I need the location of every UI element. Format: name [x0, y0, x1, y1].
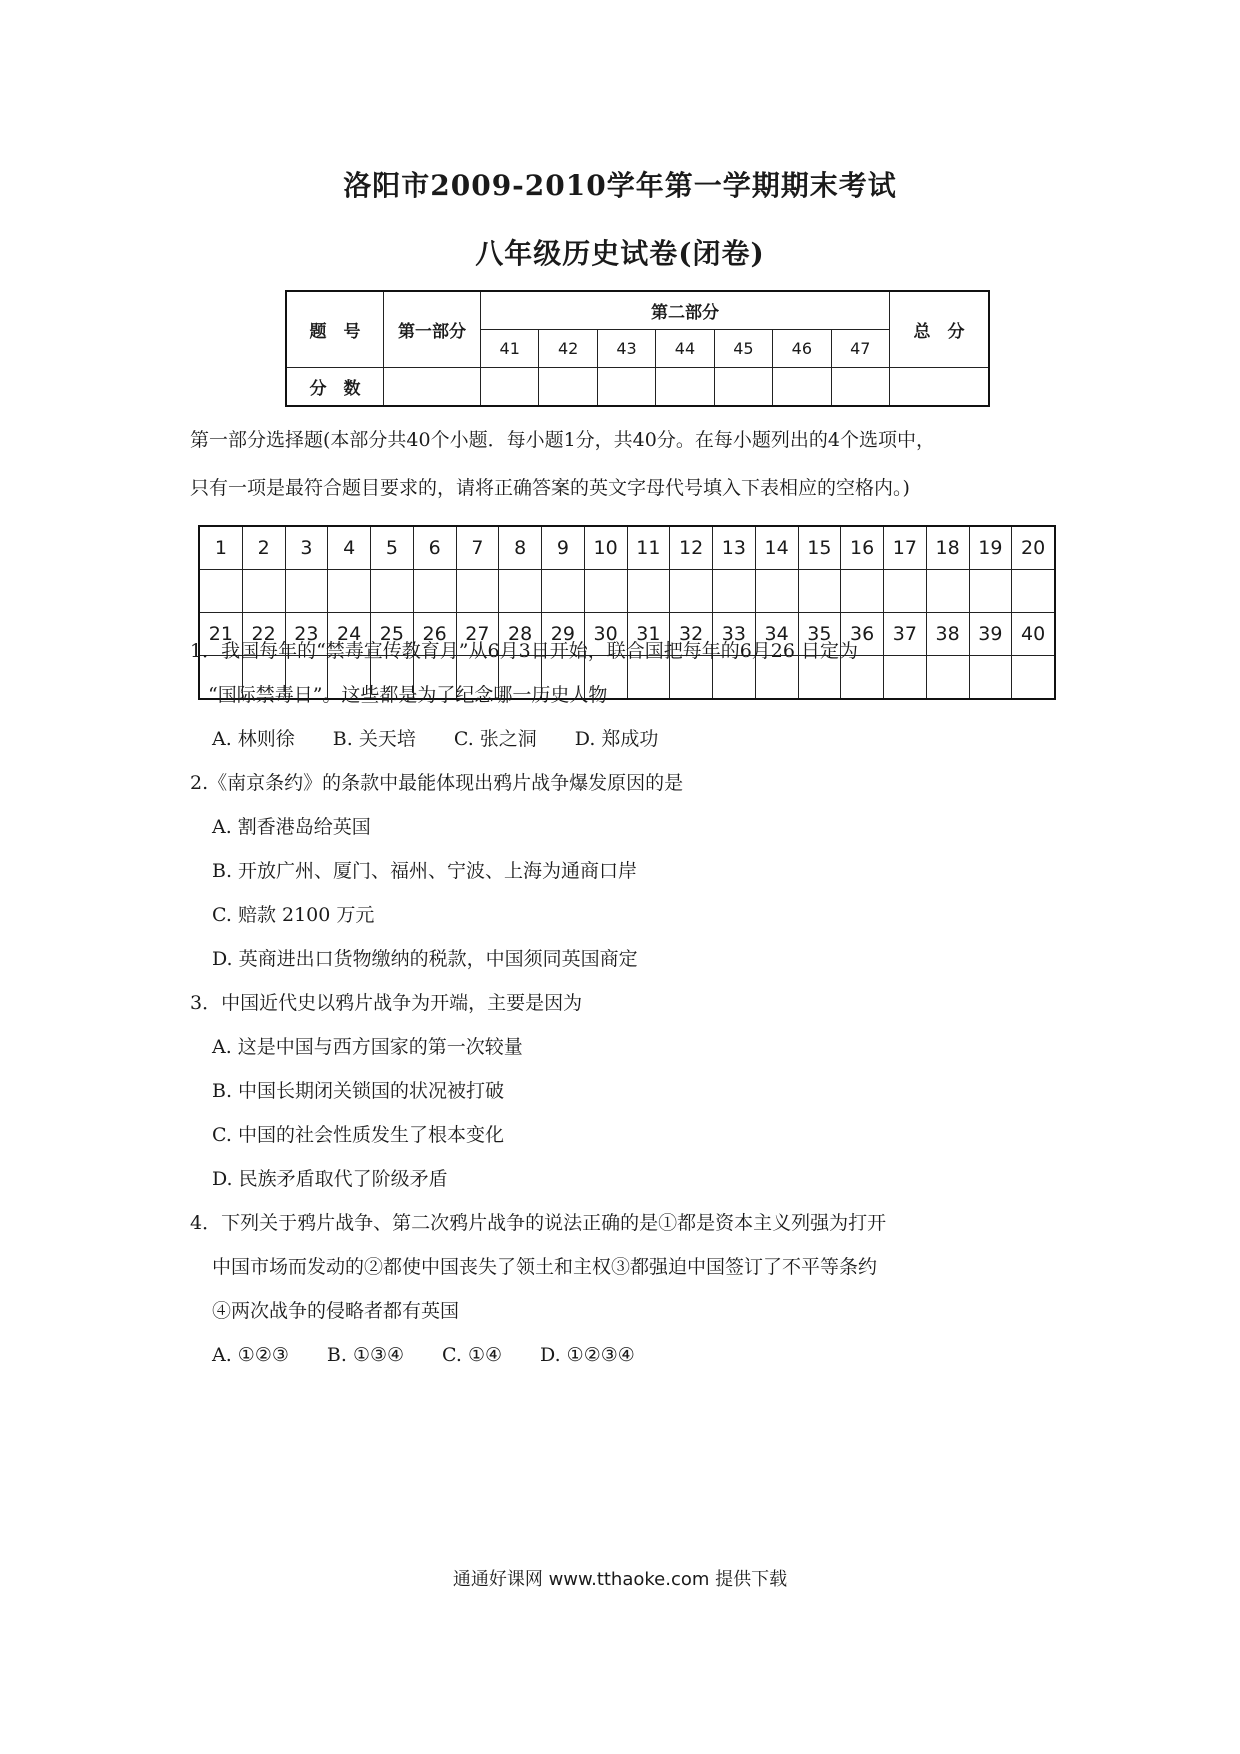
label-tihao: 题 号: [286, 291, 384, 368]
question-1-stem-line2: “国际禁毒日”。这些都是为了纪念哪一历史人物: [208, 684, 608, 706]
answer-number-cell: 35: [798, 613, 841, 656]
answer-blank-cell[interactable]: [1012, 570, 1055, 613]
answer-number-cell: 13: [713, 526, 756, 570]
question-number-cell: 41: [481, 330, 539, 368]
answer-blank-cell[interactable]: [670, 570, 713, 613]
answer-blank-cell[interactable]: [456, 570, 499, 613]
answer-number-cell: 22: [242, 613, 285, 656]
question-number-cell: 44: [656, 330, 714, 368]
score-cell[interactable]: [597, 368, 655, 407]
exam-title: 洛阳市2009-2010学年第一学期期末考试: [343, 169, 897, 202]
answer-number-cell: 18: [926, 526, 969, 570]
answer-blank-cell[interactable]: [884, 656, 927, 700]
answer-blank-cell[interactable]: [926, 570, 969, 613]
score-cell[interactable]: [656, 368, 714, 407]
answer-number-cell: 34: [755, 613, 798, 656]
answer-number-cell: 4: [328, 526, 371, 570]
answer-number-cell: 32: [670, 613, 713, 656]
answer-number-cell: 7: [456, 526, 499, 570]
score-table: [285, 290, 990, 407]
question-4-stem-line2: 中国市场而发动的②都使中国丧失了领土和主权③都强迫中国签订了不平等条约: [212, 1256, 878, 1278]
question-1-options: A. 林则徐 B. 关天培 C. 张之洞 D. 郑成功: [212, 728, 659, 750]
answer-number-cell: 1: [199, 526, 242, 570]
answer-blank-cell[interactable]: [755, 570, 798, 613]
question-number-cell: 42: [539, 330, 597, 368]
question-2-stem: 2.《南京条约》的条款中最能体现出鸦片战争爆发原因的是: [190, 772, 684, 794]
answer-number-cell: 20: [1012, 526, 1055, 570]
score-cell[interactable]: [714, 368, 772, 407]
question-3-option-a: A. 这是中国与西方国家的第一次较量: [212, 1036, 523, 1058]
answer-blank-cell[interactable]: [584, 570, 627, 613]
answer-number-cell: 15: [798, 526, 841, 570]
answer-number-cell: 6: [413, 526, 456, 570]
question-4-options: A. ①②③ B. ①③④ C. ①④ D. ①②③④: [212, 1344, 635, 1366]
answer-number-cell: 5: [371, 526, 414, 570]
question-2-option-a: A. 割香港岛给英国: [212, 816, 371, 838]
answer-blank-cell[interactable]: [499, 570, 542, 613]
answer-number-cell: 14: [755, 526, 798, 570]
answer-number-cell: 37: [884, 613, 927, 656]
section1-intro-line2: 只有一项是最符合题目要求的，请将正确答案的英文字母代号填入下表相应的空格内。): [190, 477, 910, 499]
answer-blank-cell[interactable]: [371, 570, 414, 613]
answer-number-cell: 39: [969, 613, 1012, 656]
answer-number-cell: 16: [841, 526, 884, 570]
answer-number-cell: 17: [884, 526, 927, 570]
label-total: 总 分: [890, 291, 990, 368]
question-4-stem-line1: 4．下列关于鸦片战争、第二次鸦片战争的说法正确的是①都是资本主义列强为打开: [190, 1212, 887, 1234]
question-2-option-b: B. 开放广州、厦门、福州、宁波、上海为通商口岸: [212, 860, 638, 882]
question-number-cell: 45: [714, 330, 772, 368]
question-3-stem: 3．中国近代史以鸦片战争为开端，主要是因为: [190, 992, 583, 1014]
score-cell-part1[interactable]: [384, 368, 481, 407]
question-number-cell: 43: [597, 330, 655, 368]
answer-number-cell: 24: [328, 613, 371, 656]
answer-blank-cell[interactable]: [969, 656, 1012, 700]
question-2-option-c: C. 赔款 2100 万元: [212, 904, 375, 926]
answer-number-cell: 33: [713, 613, 756, 656]
answer-blank-cell[interactable]: [242, 570, 285, 613]
score-cell[interactable]: [773, 368, 831, 407]
question-2-option-d: D. 英商进出口货物缴纳的税款，中国须同英国商定: [212, 948, 638, 970]
section1-intro-line1: 第一部分选择题(本部分共40个小题．每小题1分，共40分。在每小题列出的4个选项中，: [190, 429, 935, 451]
answer-number-cell: 19: [969, 526, 1012, 570]
answer-blank-cell[interactable]: [328, 570, 371, 613]
answer-blank-cell[interactable]: [798, 570, 841, 613]
answer-blank-cell[interactable]: [542, 570, 585, 613]
question-3-option-c: C. 中国的社会性质发生了根本变化: [212, 1124, 504, 1146]
answer-blank-cell[interactable]: [926, 656, 969, 700]
label-part2: 第二部分: [481, 291, 890, 330]
label-part1: 第一部分: [384, 291, 481, 368]
answer-blank-cell[interactable]: [199, 570, 242, 613]
answer-number-cell: 27: [456, 613, 499, 656]
score-cell-total[interactable]: [890, 368, 990, 407]
answer-number-cell: 38: [926, 613, 969, 656]
score-cell[interactable]: [831, 368, 889, 407]
answer-number-cell: 31: [627, 613, 670, 656]
question-3-option-b: B. 中国长期闭关锁国的状况被打破: [212, 1080, 505, 1102]
question-number-cell: 46: [773, 330, 831, 368]
question-4-stem-line3: ④两次战争的侵略者都有英国: [212, 1300, 460, 1322]
score-cell[interactable]: [481, 368, 539, 407]
answer-number-cell: 40: [1012, 613, 1055, 656]
label-score: 分 数: [286, 368, 384, 407]
answer-number-cell: 9: [542, 526, 585, 570]
answer-number-cell: 3: [285, 526, 328, 570]
answer-blank-cell[interactable]: [1012, 656, 1055, 700]
answer-number-cell: 10: [584, 526, 627, 570]
question-1-stem-line1: 1．我国每年的“禁毒宣传教育月”从6月3日开始，联合国把每年的6月26 日定为: [190, 640, 858, 662]
answer-blank-cell[interactable]: [841, 570, 884, 613]
answer-blank-cell[interactable]: [285, 570, 328, 613]
answer-number-cell: 2: [242, 526, 285, 570]
answer-number-cell: 11: [627, 526, 670, 570]
answer-number-cell: 8: [499, 526, 542, 570]
answer-number-cell: 29: [542, 613, 585, 656]
question-number-cell: 47: [831, 330, 889, 368]
answer-grid: [198, 525, 1056, 700]
answer-number-cell: 30: [584, 613, 627, 656]
answer-blank-cell[interactable]: [413, 570, 456, 613]
answer-number-cell: 26: [413, 613, 456, 656]
answer-number-cell: 25: [371, 613, 414, 656]
answer-blank-cell[interactable]: [884, 570, 927, 613]
answer-blank-cell[interactable]: [627, 570, 670, 613]
question-3-option-d: D. 民族矛盾取代了阶级矛盾: [212, 1168, 448, 1190]
exam-subtitle: 八年级历史试卷(闭卷): [475, 237, 765, 270]
footer-credit: 通通好课网 www.tthaoke.com 提供下载: [452, 1569, 788, 1590]
answer-number-cell: 28: [499, 613, 542, 656]
answer-number-cell: 12: [670, 526, 713, 570]
answer-number-cell: 23: [285, 613, 328, 656]
score-cell[interactable]: [539, 368, 597, 407]
answer-blank-cell[interactable]: [969, 570, 1012, 613]
answer-number-cell: 36: [841, 613, 884, 656]
answer-blank-cell[interactable]: [713, 570, 756, 613]
answer-number-cell: 21: [199, 613, 242, 656]
